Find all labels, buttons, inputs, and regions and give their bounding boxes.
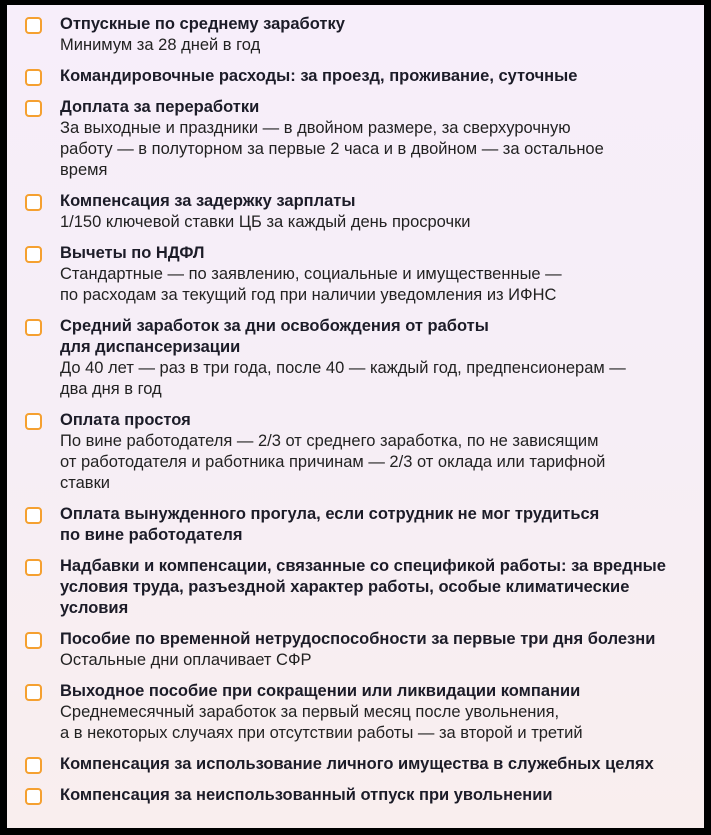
item-title: Компенсация за использование личного имущества в служебных целях (60, 755, 654, 773)
checklist-item (7, 785, 704, 806)
checklist-item (7, 191, 704, 233)
item-title: Оплата вынужденного прогула, если сотрудник не мог трудиться (60, 505, 600, 523)
item-title: условия труда, разъездной характер работы, особые климатические (60, 578, 630, 596)
checkbox[interactable] (25, 194, 42, 211)
item-title: Средний заработок за дни освобождения от работы (60, 317, 489, 335)
item-description: по расходам за текущий год при наличии уведомления из ИФНС (60, 286, 557, 304)
item-title: Командировочные расходы: за проезд, проживание, суточные (60, 67, 578, 85)
item-description: По вине работодателя — 2/3 от среднего заработка, по не зависящим (60, 432, 599, 450)
item-title: Отпускные по среднему заработку (60, 15, 345, 33)
item-description: За выходные и праздники — в двойном размере, за сверхурочную (60, 119, 571, 137)
item-title: условия (60, 599, 129, 617)
item-title: Компенсация за задержку зарплаты (60, 192, 356, 210)
checkbox[interactable] (25, 684, 42, 701)
item-title: Вычеты по НДФЛ (60, 244, 205, 262)
checklist-item (7, 243, 704, 306)
item-title: Компенсация за неиспользованный отпуск при увольнении (60, 786, 553, 804)
item-title: для диспансеризации (60, 338, 241, 356)
item-title: по вине работодателя (60, 526, 243, 544)
item-description: Остальные дни оплачивает СФР (60, 651, 312, 669)
checkbox[interactable] (25, 788, 42, 805)
checkbox[interactable] (25, 69, 42, 86)
checklist-item (7, 410, 704, 494)
item-description: два дня в год (60, 380, 162, 398)
checklist-item (7, 629, 704, 671)
checklist-item (7, 754, 704, 775)
checkbox[interactable] (25, 413, 42, 430)
checklist-item (7, 66, 704, 87)
checklist-item (7, 504, 704, 546)
item-title: Оплата простоя (60, 411, 191, 429)
checklist-card (7, 5, 704, 828)
checklist-item (7, 681, 704, 744)
checkbox[interactable] (25, 757, 42, 774)
checkbox[interactable] (25, 17, 42, 34)
item-description: ставки (60, 474, 110, 492)
checklist-item (7, 556, 704, 619)
checklist-item (7, 316, 704, 400)
item-title: Пособие по временной нетрудоспособности за первые три дня болезни (60, 630, 656, 648)
item-description: время (60, 161, 108, 179)
item-description: от работодателя и работника причинам — 2/3 от оклада или тарифной (60, 453, 606, 471)
item-description: 1/150 ключевой ставки ЦБ за каждый день просрочки (60, 213, 471, 231)
item-description: Среднемесячный заработок за первый месяц после увольнения, (60, 703, 560, 721)
checkbox[interactable] (25, 632, 42, 649)
item-title: Надбавки и компенсации, связанные со спецификой работы: за вредные (60, 557, 666, 575)
item-title: Доплата за переработки (60, 98, 260, 116)
checkbox[interactable] (25, 100, 42, 117)
checkbox[interactable] (25, 507, 42, 524)
item-description: До 40 лет — раз в три года, после 40 — каждый год, предпенсионерам — (60, 359, 626, 377)
checkbox[interactable] (25, 246, 42, 263)
item-description: Минимум за 28 дней в год (60, 36, 261, 54)
item-description: Стандартные — по заявлению, социальные и имущественные — (60, 265, 562, 283)
checklist (7, 14, 704, 816)
checkbox[interactable] (25, 559, 42, 576)
checklist-item (7, 97, 704, 181)
checkbox[interactable] (25, 319, 42, 336)
checklist-item (7, 14, 704, 56)
item-description: работу — в полуторном за первые 2 часа и в двойном — за остальное (60, 140, 604, 158)
item-title: Выходное пособие при сокращении или ликвидации компании (60, 682, 581, 700)
item-description: а в некоторых случаях при отсутствии работы — за второй и третий (60, 724, 583, 742)
